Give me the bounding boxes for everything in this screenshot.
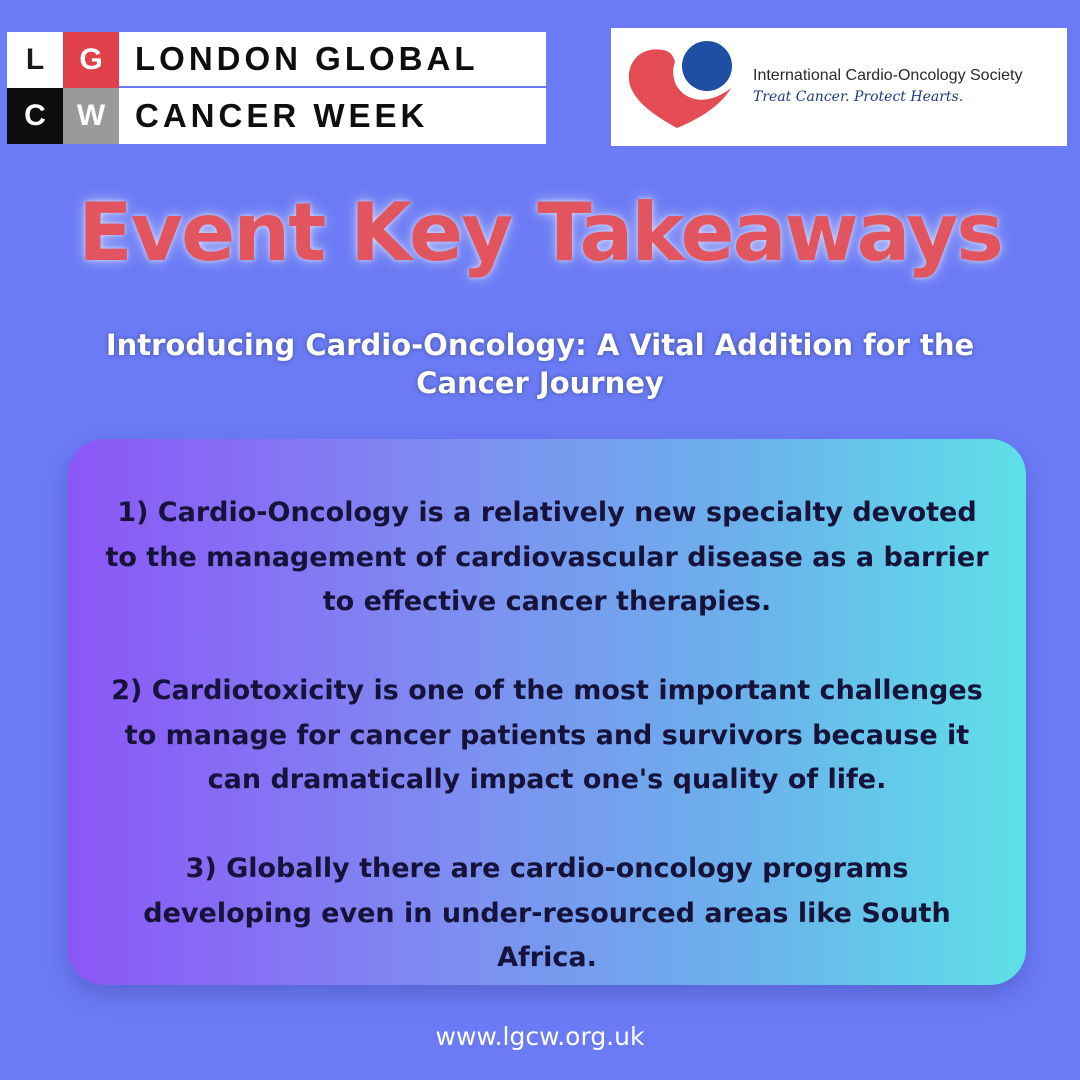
page-title: Event Key Takeaways xyxy=(78,186,1002,279)
logo-letter-l: L xyxy=(7,32,63,88)
logo-letter-g: G xyxy=(63,32,119,88)
footer-url: www.lgcw.org.uk xyxy=(435,1022,645,1051)
takeaway-item: 1) Cardio-Oncology is a relatively new specialty devoted to the management of cardiovascular disease as a barrier to effective cancer therapies. xyxy=(105,497,989,617)
takeaways-list xyxy=(68,491,1026,981)
takeaways-card xyxy=(68,439,1026,985)
lgcw-logo xyxy=(7,32,546,144)
logo-line-2: CANCER WEEK xyxy=(135,97,429,134)
icos-name: International Cardio-Oncology Society xyxy=(753,67,1023,84)
logo-letter-c: C xyxy=(7,88,63,144)
heart-icon xyxy=(625,40,745,134)
logo-letter-w: W xyxy=(63,88,119,144)
takeaway-item: 3) Globally there are cardio-oncology programs developing even in under-resourced areas like South Africa. xyxy=(143,853,951,973)
icos-tagline: Treat Cancer. Protect Hearts. xyxy=(753,89,964,105)
icos-logo xyxy=(611,28,1067,146)
event-subtitle: Introducing Cardio-Oncology: A Vital Addition for the Cancer Journey xyxy=(105,328,975,400)
logo-line-1: LONDON GLOBAL xyxy=(119,32,546,88)
takeaway-item: 2) Cardiotoxicity is one of the most important challenges to manage for cancer patients and survivors because it can dramatically impact one's quality of life. xyxy=(111,675,983,795)
